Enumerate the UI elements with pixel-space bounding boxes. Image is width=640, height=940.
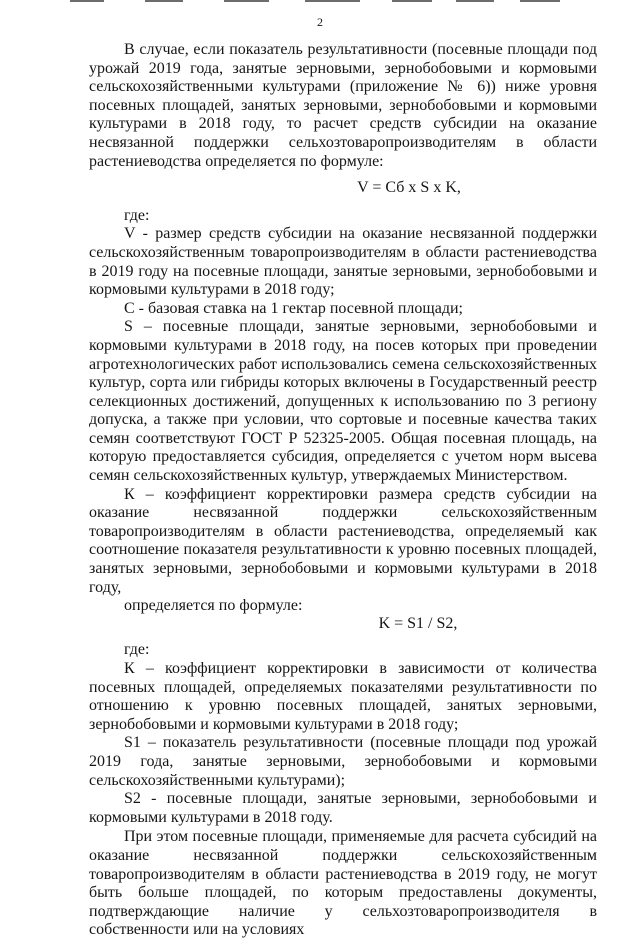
definition-s1: S1 – показатель результативности (посевные площади под урожай 2019 года, занятые зерновыми, зернобобовыми и кормовыми сельскохозяйственными культурами); — [89, 734, 597, 789]
definition-k2: К – коэффициент корректировки в зависимости от количества посевных площадей, определяемых показателями результативности по отношению к уровню посевных площадей, занятых зерновыми, зернобобовыми и кормовыми культурами в 2018 году; — [89, 660, 597, 733]
definition-s: S – посевные площади, занятые зерновыми, зернобобовыми и кормовыми культурами в 2018 году, на посев которых при проведении агротехнологических работ использовались семена сельскохозяйственных культур, сорта или гибриды которых включены в Государственный реестр селекционных достижений, допущенных к использованию по 3 региону допуска, а также при условии, что сортовые и посевные качества таких семян соответствуют ГОСТ Р 52325-2005. Общая посевная площадь, на которую предоставляется субсидия, определяется с учетом норм высева семян сельскохозяйственных культур, утверждаемых Министерством. — [89, 318, 597, 485]
where-label-2: где: — [124, 641, 150, 659]
edge-rule-5 — [392, 0, 432, 2]
edge-rule-1 — [70, 0, 104, 2]
formula-k: K = S1 / S2, — [378, 614, 458, 632]
definition-k: К – коэффициент корректировки размера средств субсидии на оказание несвязанной поддержки сельскохозяйственным товаропроизводителям в области растениеводства, определяемый как соотношение показателя результативности к уровню посевных площадей, занятых зерновыми, зернобобовыми и кормовыми культурами в 2018 году, — [89, 485, 597, 596]
edge-rule-2 — [145, 0, 183, 2]
edge-rule-6 — [456, 0, 494, 2]
page-number: 2 — [317, 15, 323, 29]
intro-paragraph: В случае, если показатель результативности (посевные площади под урожай 2019 года, занятые зерновыми, зернобобовыми и кормовыми сельскохозяйственными культурами (приложение № 6)) ниже уровня посевных площадей, занятых зерновыми, зернобобовыми и кормовыми культурами в 2018 году, то расчет средств субсидии на оказание несвязанной поддержки сельхозтоваропроизводителям в области растениеводства определяется по формуле: — [89, 41, 597, 170]
determined-label: определяется по формуле: — [124, 597, 303, 615]
edge-rule-7 — [520, 0, 560, 2]
final-paragraph: При этом посевные площади, применяемые для расчета субсидий на оказание несвязанной поддержки сельскохозяйственным товаропроизводителям в области растениеводства в 2019 году, не могут быть больше площадей, по которым предоставлены документы, подтверждающие наличие у сельхозтоваропроизводителя в собственности или на условиях — [89, 828, 597, 939]
definition-c: С - базовая ставка на 1 гектар посевной площади; — [124, 299, 463, 317]
definition-v: V - размер средств субсидии на оказание несвязанной поддержки сельскохозяйственным товаропроизводителям в области растениеводства в 2019 году на посевные площади, занятые зерновыми, зернобобовыми и кормовыми культурами в 2018 году; — [89, 225, 597, 299]
where-label-1: где: — [124, 206, 150, 224]
edge-rule-4 — [305, 0, 360, 2]
formula-v: V = Сб х S х K, — [357, 179, 461, 197]
definition-s2: S2 - посевные площади, занятые зерновыми, зернобобовыми и кормовыми культурами в 2018 году. — [89, 790, 597, 826]
document-body — [89, 41, 597, 940]
edge-rule-3 — [224, 0, 269, 2]
